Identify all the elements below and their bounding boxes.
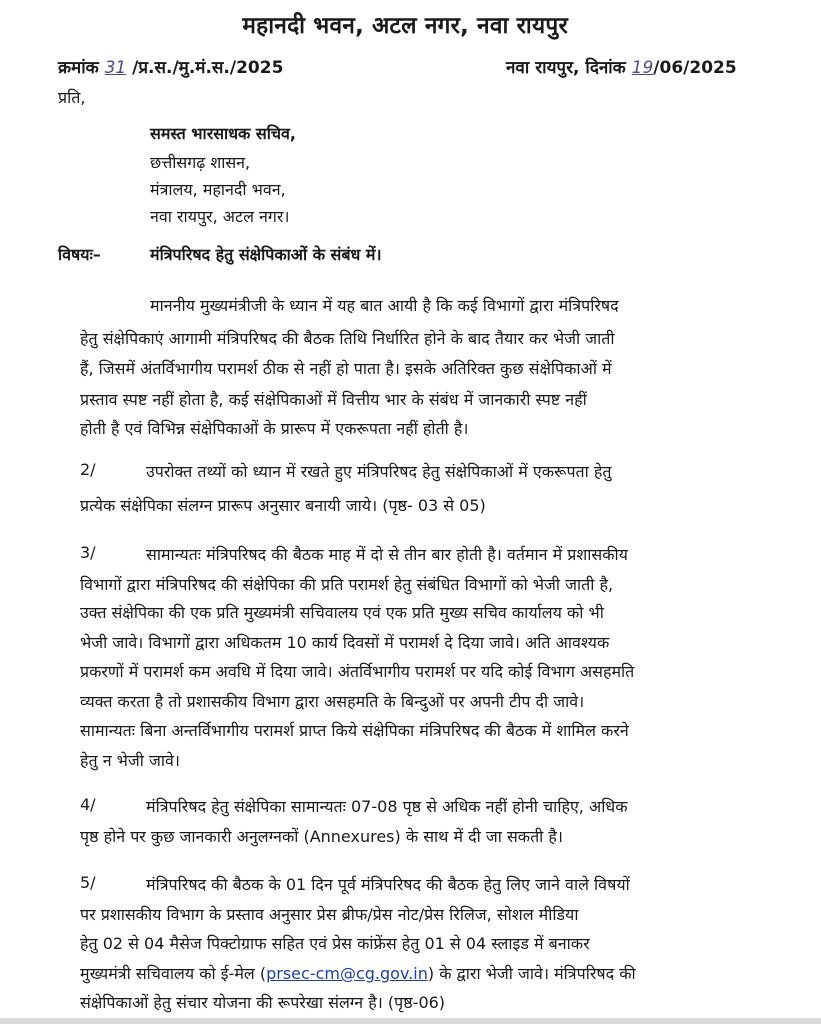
recipient-line: छत्तीसगढ़ शासन,: [150, 153, 251, 172]
paragraph-2-number: 2/: [80, 460, 96, 479]
paragraph-3-line: विभागों द्वारा मंत्रिपरिषद की संक्षेपिका की प्रति परामर्श हेतु संबंधित विभागों को भेजी जाती है,: [80, 575, 614, 594]
reference-number: [58, 55, 283, 78]
recipient-line: नवा रायपुर, अटल नगर।: [150, 207, 290, 226]
paragraph-3-number: 3/: [80, 543, 96, 562]
paragraph-3-line: प्रकरणों में परामर्श कम अवधि में दिया जावे। अंतर्विभागीय परामर्श पर यदि कोई विभाग असहमति: [80, 662, 635, 681]
paragraph-5-line: संक्षेपिकाओं हेतु संचार योजना की रूपरेखा संलग्न है। (पृष्ठ-06): [80, 993, 446, 1012]
paragraph-5-line: हेतु 02 से 04 मैसेज पिक्टोग्राफ सहित एवं प्रेस कांफ्रेंस हेतु 01 से 04 स्लाइड में बनाकर: [80, 934, 590, 953]
paragraph-3-line: सामान्यतः बिना अन्तर्विभागीय परामर्श प्राप्त किये संक्षेपिका मंत्रिपरिषद की बैठक में शामिल करने: [80, 721, 629, 740]
paragraph-3-line: भेजी जावे। विभागों द्वारा अधिकतम 10 कार्य दिवसों में परामर्श दे दिया जावे। अति आवश्यक: [80, 633, 610, 652]
document-date: [506, 55, 737, 78]
paragraph-4-line: पृष्ठ होने पर कुछ जानकारी अनुलग्नकों (Annexures) के साथ में दी जा सकती है।: [80, 827, 563, 846]
paragraph-4-number: 4/: [80, 795, 96, 814]
paragraph-3-line: सामान्यतः मंत्रिपरिषद की बैठक माह में दो से तीन बार होती है। वर्तमान में प्रशासकीय: [146, 545, 628, 564]
paragraph-2-line: प्रत्येक संक्षेपिका संलग्न प्रारूप अनुसार बनायी जाये। (पृष्ठ- 03 से 05): [80, 496, 486, 515]
recipient-line: मंत्रालय, महानदी भवन,: [150, 180, 286, 199]
paragraph-4-line: मंत्रिपरिषद हेतु संक्षेपिका सामान्यतः 07-08 पृष्ठ से अधिक नहीं होनी चाहिए, अधिक: [146, 797, 628, 816]
paragraph-5-number: 5/: [80, 873, 96, 892]
paragraph-1-line: माननीय मुख्यमंत्रीजी के ध्यान में यह बात आयी है कि कई विभागों द्वारा मंत्रिपरिषद: [150, 296, 619, 315]
paragraph-3-line: उक्त संक्षेपिका की एक प्रति मुख्यमंत्री सचिवालय एवं एक प्रति मुख्य सचिव कार्यालय को भी: [80, 603, 604, 622]
page-bottom-divider: [0, 1018, 821, 1024]
paragraph-5-text: मुख्यमंत्री सचिवालय को ई-मेल (: [80, 964, 267, 983]
email-link[interactable]: prsec-cm@cg.gov.in: [266, 964, 428, 983]
recipient-line: समस्त भारसाधक सचिव,: [150, 124, 296, 143]
reference-suffix: /प्र.स./मु.मं.स./2025: [132, 58, 284, 78]
paragraph-1-line: होती है एवं विभिन्न संक्षेपिकाओं के प्रारूप में एकरूपता नहीं होती है।: [80, 419, 469, 438]
paragraph-1-line: हैं, जिसमें अंतर्विभागीय परामर्श ठीक से नहीं हो पाता है। इसके अतिरिक्त कुछ संक्षेपिकाओं में: [80, 359, 612, 378]
reference-prefix: क्रमांक: [58, 58, 99, 78]
paragraph-1-line: हेतु संक्षेपिकाएं आगामी मंत्रिपरिषद की बैठक तिथि निर्धारित होने के बाद तैयार कर भेजी जाती: [80, 329, 615, 348]
page-title: महानदी भवन, अटल नगर, नवा रायपुर: [242, 13, 568, 39]
paragraph-3-line: व्यक्त करता है तो प्रशासकीय विभाग द्वारा असहमति के बिन्दुओं पर अपनी टीप दी जावे।: [80, 692, 585, 711]
date-rest: /06/2025: [653, 58, 737, 78]
paragraph-5-text: ) के द्वारा भेजी जावे। मंत्रिपरिषद की: [427, 964, 636, 983]
recipient-to: प्रति,: [58, 88, 86, 107]
reference-handwritten-number: 31: [104, 58, 127, 78]
paragraph-2-line: उपरोक्त तथ्यों को ध्यान में रखते हुए मंत्रिपरिषद हेतु संक्षेपिकाओं में एकरूपता हेतु: [146, 462, 612, 481]
date-prefix: नवा रायपुर, दिनांक: [506, 58, 626, 78]
paragraph-5-line: मंत्रिपरिषद की बैठक के 01 दिन पूर्व मंत्रिपरिषद की बैठक हेतु लिए जाने वाले विषयों: [146, 875, 630, 894]
paragraph-3-line: हेतु न भेजी जावे।: [80, 751, 180, 770]
paragraph-5-line: पर प्रशासकीय विभाग के प्रस्ताव अनुसार प्रेस ब्रीफ/प्रेस नोट/प्रेस रिलिज, सोशल मीडिया: [80, 905, 579, 924]
subject-text: मंत्रिपरिषद हेतु संक्षेपिकाओं के संबंध में।: [150, 245, 382, 264]
subject-label: विषयः–: [58, 245, 101, 264]
paragraph-5-line: [80, 962, 636, 984]
date-handwritten-day: 19: [631, 58, 654, 78]
paragraph-1-line: प्रस्ताव स्पष्ट नहीं होता है, कई संक्षेपिकाओं में वित्तीय भार के संबंध में जानकारी स्पष्ट नहीं: [80, 390, 587, 409]
